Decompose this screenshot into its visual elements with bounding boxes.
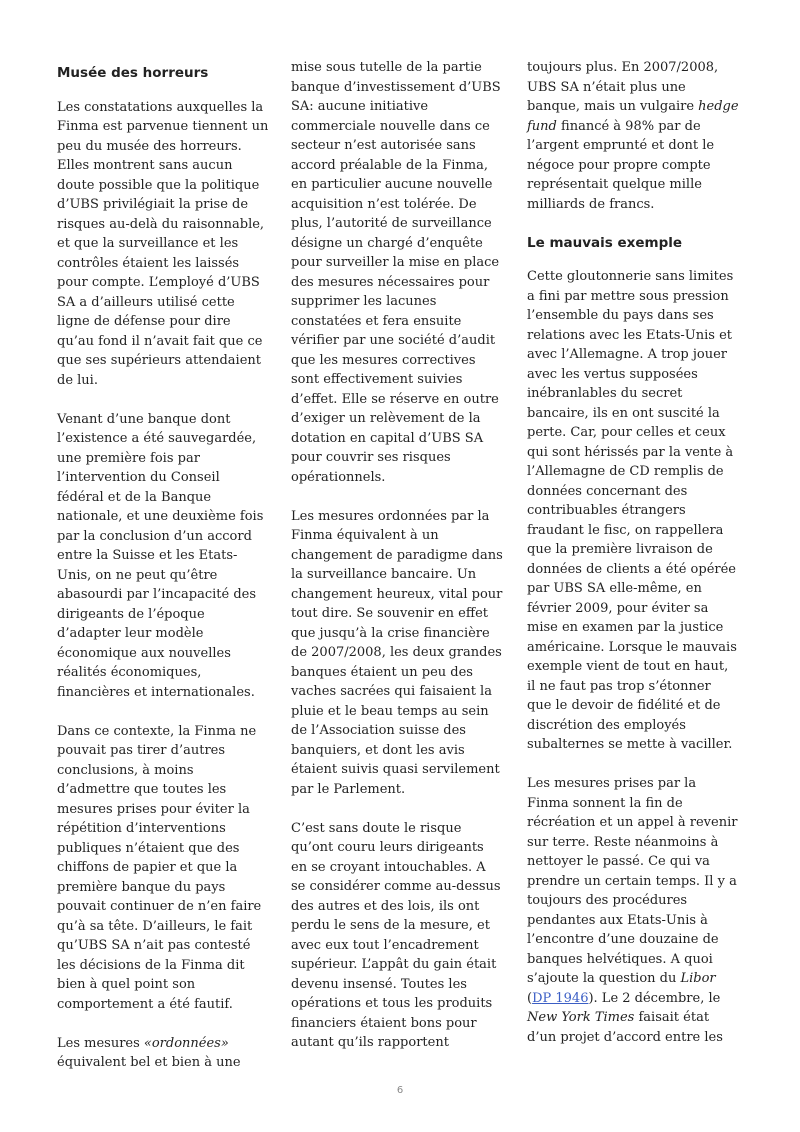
emphasis-text: New York Times [527,1010,635,1025]
column-1 [57,58,269,1092]
paragraph [527,58,739,214]
text-run: toujours plus. En 2007/2008, UBS SA n’était plus une banque, mais un vulgaire [527,60,719,114]
paragraph: mise sous tutelle de la partie banque d’investissement d’UBS SA: aucune initiative commerciale nouvelle dans ce secteur n’est autorisée sans accord préalable de la Finma, en particulier aucune nouvelle acquisition n’est tolérée. De plus, l’autorité de surveillance désigne un chargé d’enquête pour surveiller la mise en place des mesures nécessaires pour supprimer les lacunes constatées et fera ensuite vérifier par une société d’audit que les mesures correctives sont effectivement suivies d’effet. Elle se réserve en outre d’exiger un relèvement de la dotation en capital d’UBS SA pour couvrir ses risques opérationnels. [291,60,501,485]
section-heading-mauvais-exemple: Le mauvais exemple [527,234,683,251]
paragraph: Venant d’une banque dont l’existence a été sauvegardée, une première fois par l’intervention du Conseil fédéral et de la Banque nationale, et une deuxième fois par la conclusion d’un accord entre la Suisse et les Etats-Unis, on ne peut qu’être abasourdi par l’incapacité des dirigeants de l’époque d’adapter leur modèle économique aux nouvelles réalités économiques, financières et internationales. [57,411,264,700]
text-run: faisait état d’un projet d’accord entre les [527,1010,723,1045]
section-heading-musee: Musée des horreurs [57,65,209,81]
text-run: financé à 98% par de l’argent emprunté et dont le négoce pour propre compte représentait quelque mille milliards de francs. [527,118,715,212]
text-run: ( [527,990,533,1006]
paragraph [57,1034,269,1073]
column-2 [291,58,503,1072]
paragraph: Dans ce contexte, la Finma ne pouvait pas tirer d’autres conclusions, à moins d’admettre que toutes les mesures prises pour éviter la répétition d’interventions publiques n’étaient que des chiffons de papier et que la première banque du pays pouvait continuer de n’en faire qu’à sa tête. D’ailleurs, le fait qu’UBS SA n’ait pas contesté les décisions de la Finma dit bien à quel point son comportement a été fautif. [57,723,262,1012]
paragraph: Les constatations auxquelles la Finma est parvenue tiennent un peu du musée des horreurs. Elles montrent sans aucun doute possible que la politique d’UBS privilégiait la prise de risques au-delà du raisonnable, et que la surveillance et les contrôles étaient les laissés pour compte. L’employé d’UBS SA a d’ailleurs utilisé cette ligne de défense pour dire qu’au fond il n’avait fait que ce que ses supérieurs attendaient de lui. [57,99,269,388]
paragraph: Cette gloutonnerie sans limites a fini par mettre sous pression l’ensemble du pays dans ses relations avec les Etats-Unis et avec l’Allemagne. A trop jouer avec les vertus supposées inébranlables du secret bancaire, ils en ont suscité la perte. Car, pour celles et ceux qui sont hérissés par la vente à l’Allemagne de CD remplis de données concernant des contribuables étrangers fraudant le fisc, on rappellera que la première livraison de données de clients a été opérée par UBS SA elle-même, en février 2009, pour éviter sa mise en examen par la justice américaine. Lorsque le mauvais exemple vient de tout en haut, il ne faut pas trop s’étonner que le devoir de fidélité et de discrétion des employés subalternes se mette à vaciller. [527,269,737,752]
column-3 [527,58,739,1067]
paragraph: C’est sans doute le risque qu’ont couru leurs dirigeants en se croyant intouchables. A se considérer comme au-dessus des autres et des lois, ils ont perdu le sens de la mesure, et avec eux tout l’encadrement supérieur. L’appât du gain était devenu insensé. Toutes les opérations et tous les produits financiers étaient bons pour autant qu’ils rapportent [291,820,501,1050]
text-run: ). Le 2 décembre, le [588,990,721,1006]
paragraph: Les mesures ordonnées par la Finma équivalent à un changement de paradigme dans la surveillance bancaire. Un changement heureux, vital pour tout dire. Se souvenir en effet que jusqu’à la crise financière de 2007/2008, les deux grandes banques étaient un peu des vaches sacrées qui faisaient la pluie et le beau temps au sein de l’Association suisse des banquiers, et dont les avis étaient suivis quasi servilement par le Parlement. [291,508,503,797]
emphasis-text: Libor [680,971,716,986]
emphasis-text: «ordonnées» [143,1035,229,1051]
emphasis-text: hedge fund [527,99,739,134]
text-run: équivalent bel et bien à une [57,1055,241,1070]
paragraph [527,774,739,1047]
text-run: Les mesures prises par la Finma sonnent la fin de récréation et un appel à revenir sur terre. Reste néanmoins à nettoyer le passé. Ce qui va prendre un certain temps. Il y a toujours des procédures pendantes aux Etats-Unis à l’encontre d’une douzaine de banques helvétiques. A quoi s’ajoute la question du [527,776,738,986]
text-run: Les mesures [57,1035,144,1051]
page-number: 6 [396,1085,404,1096]
dp-1946-link[interactable]: DP 1946 [532,990,589,1006]
